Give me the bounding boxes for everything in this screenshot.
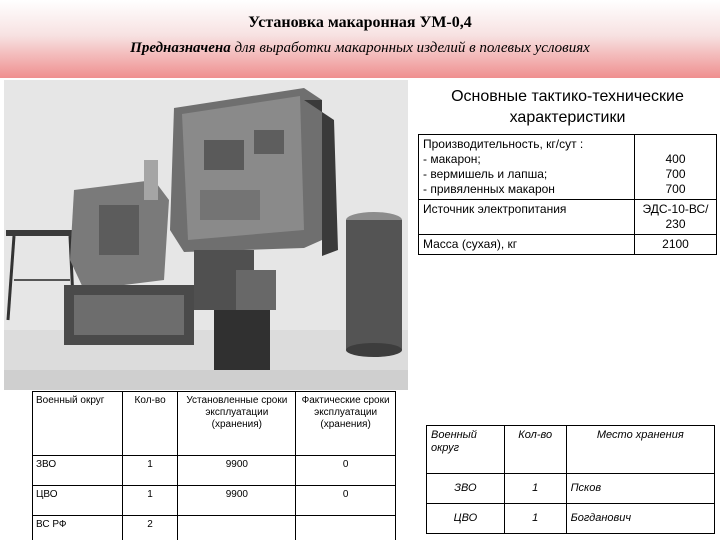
- storage-header-row: [427, 426, 715, 474]
- equipment-photo-drawing: [4, 80, 408, 390]
- slide-title: Установка макаронная УМ-0,4: [248, 14, 472, 31]
- service-cell: 0: [296, 456, 396, 486]
- storage-row: [427, 504, 715, 534]
- service-cell: 9900: [178, 486, 296, 516]
- storage-cell: ЗВО: [427, 474, 505, 504]
- service-cell: 1: [122, 456, 178, 486]
- specs-row: [419, 200, 717, 235]
- specs-heading: Основные тактико-технические характеристики: [451, 88, 684, 126]
- service-header-row: [33, 392, 396, 456]
- service-row: [33, 456, 396, 486]
- service-cell: ЦВО: [33, 486, 123, 516]
- service-cell: 1: [122, 486, 178, 516]
- storage-header-cell: Военный округ: [427, 426, 505, 474]
- specs-value: 400 700 700: [635, 135, 717, 200]
- storage-row: [427, 474, 715, 504]
- storage-header-cell: Кол-во: [504, 426, 566, 474]
- service-header-cell: Установленные сроки эксплуатации (хранения): [178, 392, 296, 456]
- service-cell: ЗВО: [33, 456, 123, 486]
- equipment-photo: [4, 80, 408, 390]
- slide-header: [0, 0, 720, 78]
- service-cell: [296, 516, 396, 540]
- service-cell: 9900: [178, 456, 296, 486]
- service-cell: 2: [122, 516, 178, 540]
- service-header-cell: Фактические сроки эксплуатации (хранения): [296, 392, 396, 456]
- specs-label: Масса (сухая), кг: [419, 235, 635, 255]
- specs-value: 2100: [635, 235, 717, 255]
- subtitle-rest: для выработки макаронных изделий в полевых условиях: [230, 40, 590, 56]
- storage-cell: 1: [504, 474, 566, 504]
- specs-row: [419, 235, 717, 255]
- specs-label: Производительность, кг/сут : - макарон; - вермишель и лапша; - привяленных макарон: [419, 135, 635, 200]
- storage-cell: 1: [504, 504, 566, 534]
- slide-subtitle: [0, 40, 720, 57]
- storage-cell: ЦВО: [427, 504, 505, 534]
- service-row: [33, 516, 396, 540]
- storage-header-cell: Место хранения: [566, 426, 714, 474]
- service-cell: ВС РФ: [33, 516, 123, 540]
- service-cell: 0: [296, 486, 396, 516]
- storage-table: [426, 425, 715, 534]
- specs-row: [419, 135, 717, 200]
- service-table: [32, 391, 396, 540]
- specs-table: [418, 134, 717, 255]
- service-header-cell: Военный округ: [33, 392, 123, 456]
- service-row: [33, 486, 396, 516]
- specs-label: Источник электропитания: [419, 200, 635, 235]
- subtitle-bold: Предназначена: [130, 40, 231, 56]
- storage-cell: Псков: [566, 474, 714, 504]
- specs-value: ЭДС-10-ВС/ 230: [635, 200, 717, 235]
- service-cell: [178, 516, 296, 540]
- storage-cell: Богданович: [566, 504, 714, 534]
- service-header-cell: Кол-во: [122, 392, 178, 456]
